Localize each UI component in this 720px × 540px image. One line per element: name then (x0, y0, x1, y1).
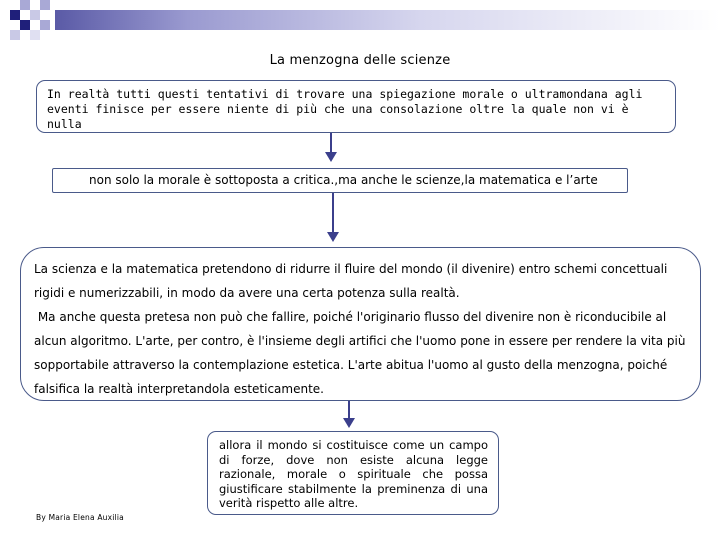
intro-text: In realtà tutti questi tentativi di trovare una spiegazione morale o ultramondana agli eventi finisce per essere niente di più che una consolazione oltre la quale non vi è nulla (47, 87, 643, 131)
arrow-2-head (327, 232, 339, 242)
arrow-1-head (325, 152, 337, 162)
header-decoration (0, 0, 720, 40)
science-paragraph-1: La scienza e la matematica pretendono di ridurre il fluire del mondo (il divenire) entro schemi concettuali rigidi e numerizzabili, in modo da avere una certa potenza sulla realtà. (34, 262, 668, 300)
decor-square (20, 20, 30, 30)
conclusion-text: allora il mondo si costituisce come un campo di forze, dove non esiste alcuna legge razionale, morale o spirituale che possa giustificare stabilmente la preminenza di una verità rispetto alle altre. (219, 438, 488, 510)
decor-square (40, 0, 50, 10)
decor-square (40, 20, 50, 30)
science-box (20, 247, 701, 401)
decor-square (20, 0, 30, 10)
arrow-3-head (343, 418, 355, 428)
decor-square (30, 30, 40, 40)
critique-text: non solo la morale è sottoposta a critica.,ma anche le scienze,la matematica e l’arte (89, 173, 598, 187)
intro-box (36, 80, 676, 133)
page-title: La menzogna delle scienze (269, 53, 451, 68)
critique-box (52, 168, 628, 193)
decor-square (30, 10, 40, 20)
conclusion-box (207, 431, 499, 515)
header-gradient-bar (55, 10, 720, 30)
author-byline: By Maria Elena Auxilia (36, 513, 124, 522)
science-paragraph-2: Ma anche questa pretesa non può che fallire, poiché l'originario flusso del divenire non è riconducibile al alcun algoritmo. L'arte, per contro, è l'insieme degli artifici che l'uomo pone in essere per rendere la vita più sopportabile attraverso la contemplazione estetica. L'arte abitua l'uomo al gusto della menzogna, poiché falsifica la realtà interpretandola esteticamente. (34, 310, 690, 396)
decor-square (10, 30, 20, 40)
decor-square (10, 10, 20, 20)
